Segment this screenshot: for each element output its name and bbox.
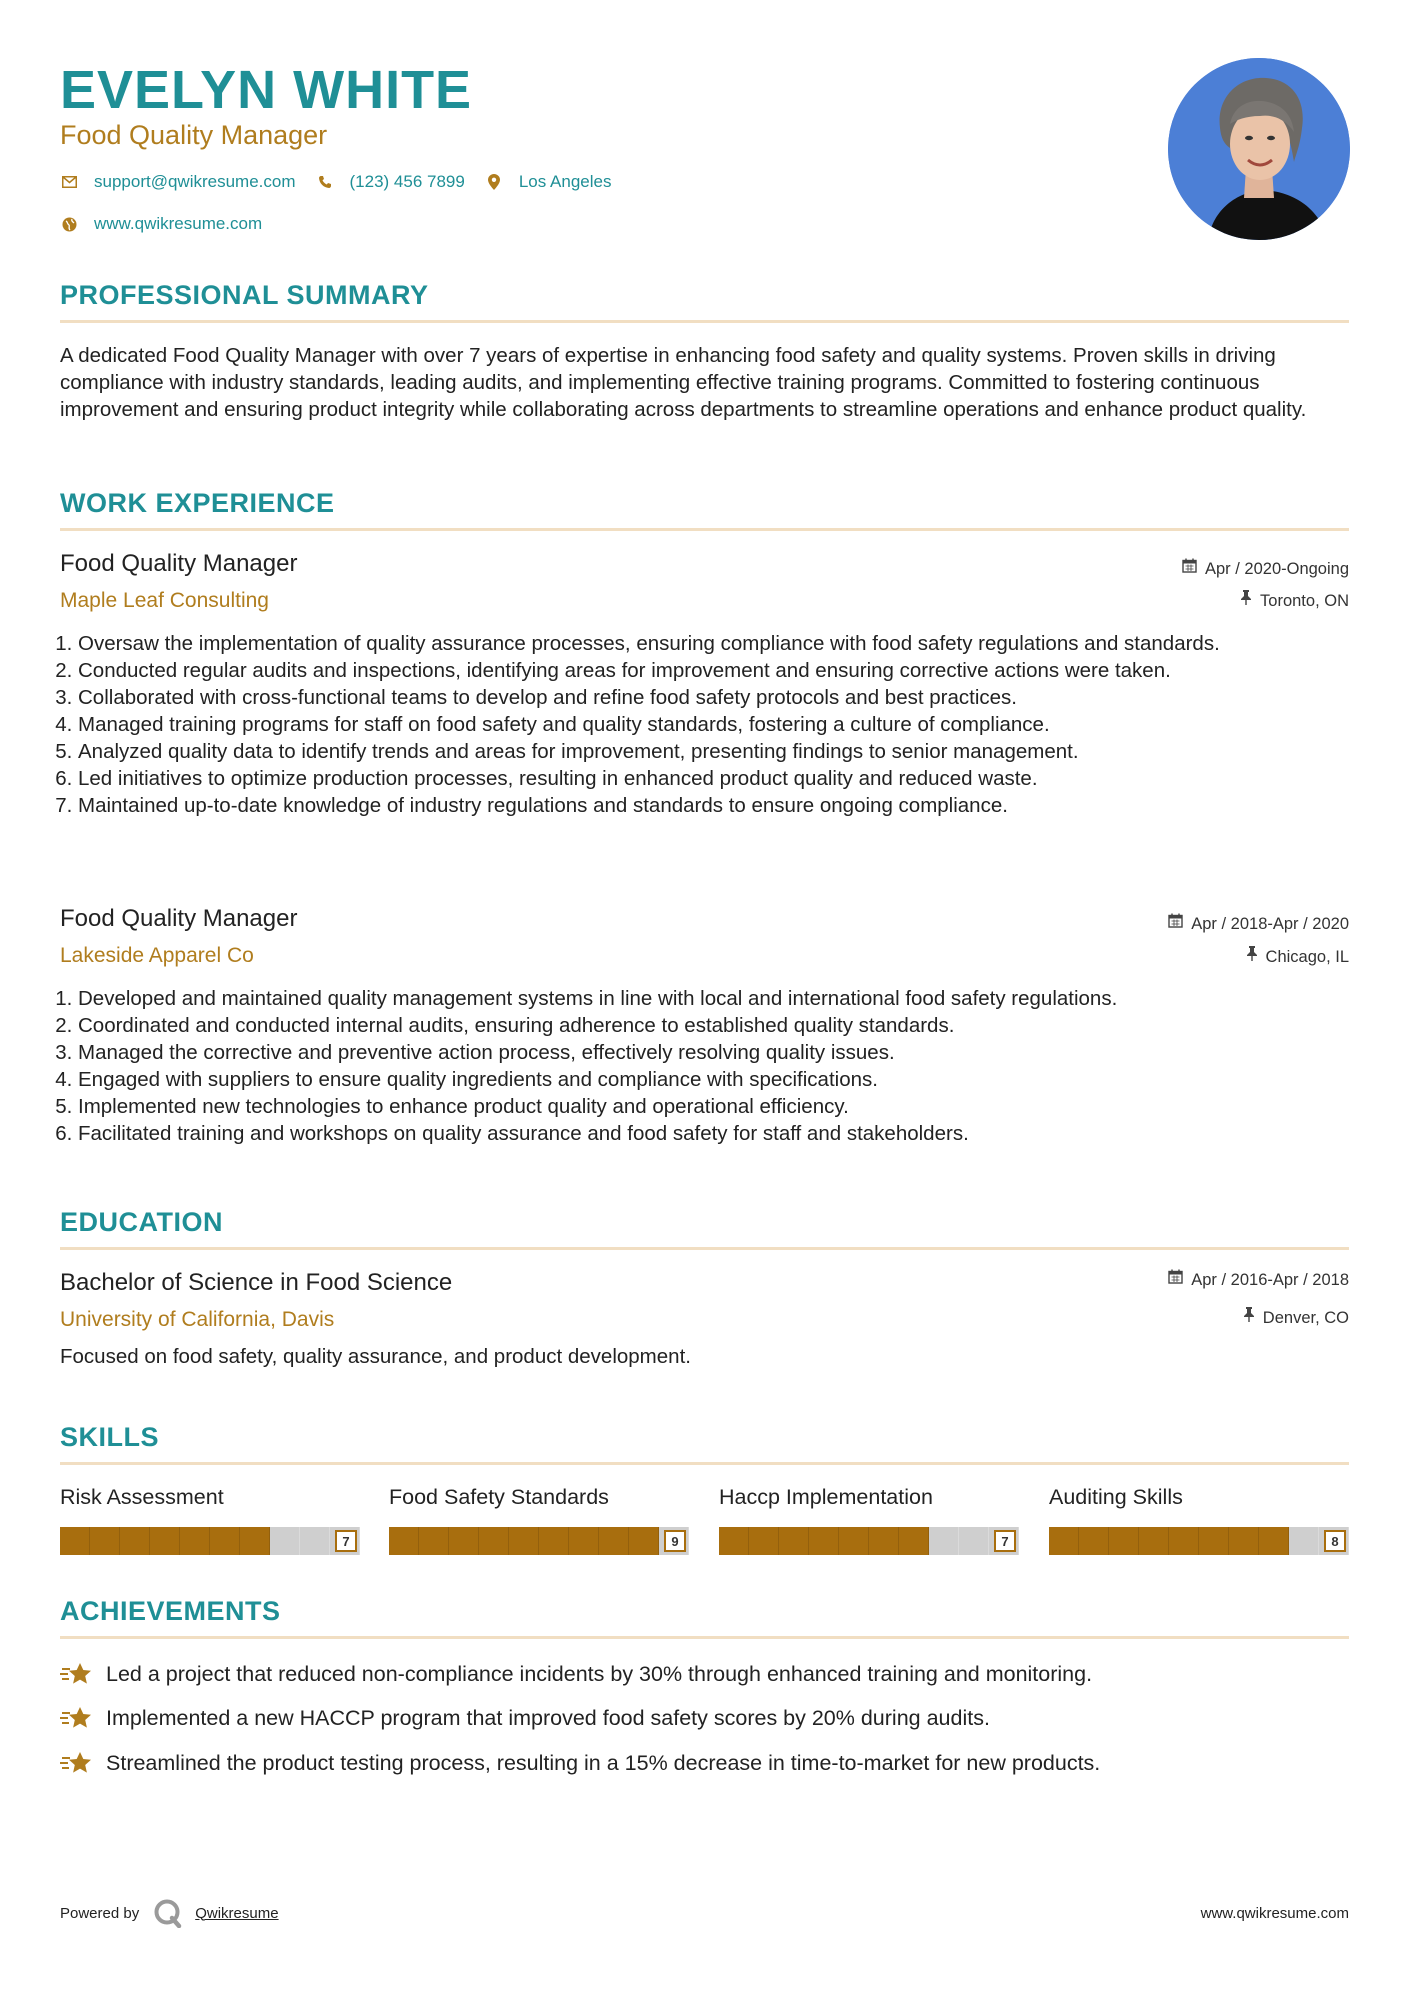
star-icon [60,1749,94,1777]
skill-name: Auditing Skills [1049,1485,1183,1509]
skill-name: Haccp Implementation [719,1485,933,1509]
profile-photo [1168,58,1350,240]
skill-segment-empty [959,1527,989,1555]
skill-segment-filled [1259,1527,1289,1555]
skill-segment-filled [569,1527,599,1555]
skill-segment-filled [1199,1527,1229,1555]
section-divider [60,528,1349,531]
website-link[interactable]: www.qwikresume.com [94,214,263,233]
job-location-text: Toronto, ON [1260,592,1349,610]
contact-line-1 [60,170,611,194]
globe-icon [60,215,78,233]
qwikresume-logo-icon [153,1898,183,1928]
job-location [1246,946,1349,968]
star-icon [60,1704,94,1732]
skill-segment-filled [539,1527,569,1555]
school-name: University of California, Davis [60,1308,335,1331]
skill-name: Risk Assessment [60,1485,224,1509]
list-item: 1. Oversaw the implementation of quality assurance processes, ensuring compliance with food safety regulations and standards. [78,630,1367,657]
skill-segment-filled [1109,1527,1139,1555]
skill-segment-filled [629,1527,659,1555]
achievement-text: Led a project that reduced non-compliance incidents by 30% through enhanced training and monitoring. [106,1662,1093,1686]
skill-score: 9 [664,1530,686,1552]
skill-segment-filled [1079,1527,1109,1555]
degree-title: Bachelor of Science in Food Science [60,1269,453,1296]
skill-level-bar [389,1527,689,1555]
skill-segment-filled [90,1527,120,1555]
list-item: 3. Managed the corrective and preventive action process, effectively resolving quality issues. [78,1039,1367,1066]
skill-level-bar [1049,1527,1349,1555]
calendar-icon [1168,913,1183,935]
achievement-text: Implemented a new HACCP program that improved food safety scores by 20% during audits. [106,1706,990,1730]
contact-info [60,170,611,236]
skill-segment-empty [1289,1527,1319,1555]
pushpin-icon [1246,946,1258,968]
education-dates [1168,1269,1349,1291]
achievement-item [60,1704,990,1732]
skill-score: 7 [994,1530,1016,1552]
skill-segment-filled [1169,1527,1199,1555]
list-item: 5. Implemented new technologies to enhance product quality and operational efficiency. [78,1093,1367,1120]
skill-segment-empty [929,1527,959,1555]
envelope-icon [60,173,78,191]
footer-website[interactable]: www.qwikresume.com [1200,1905,1349,1922]
skill-segment-filled [509,1527,539,1555]
skill-segment-filled [479,1527,509,1555]
list-item: 2. Coordinated and conducted internal audits, ensuring adherence to established quality standards. [78,1012,1367,1039]
experience-heading: WORK EXPERIENCE [60,488,335,518]
skill-segment-filled [449,1527,479,1555]
brand-link[interactable]: Qwikresume [195,1904,279,1922]
skill-segment-filled [60,1527,90,1555]
job-location-text: Chicago, IL [1265,948,1349,966]
skill-segment-filled [719,1527,749,1555]
job-bullet-list [60,630,1367,819]
skill-segment-empty [270,1527,300,1555]
job-dates-text: Apr / 2018-Apr / 2020 [1191,915,1349,933]
list-item: 4. Engaged with suppliers to ensure quality ingredients and compliance with specifications. [78,1066,1367,1093]
calendar-icon [1168,1269,1183,1291]
list-item: 5. Analyzed quality data to identify trends and areas for improvement, presenting findings to senior management. [78,738,1367,765]
education-location [1243,1307,1349,1329]
star-icon [60,1660,94,1688]
skill-segment-filled [779,1527,809,1555]
candidate-title: Food Quality Manager [60,120,328,150]
achievement-text: Streamlined the product testing process, resulting in a 15% decrease in time-to-market for new products. [106,1751,1101,1775]
education-location-text: Denver, CO [1262,1309,1349,1327]
skill-segment-filled [809,1527,839,1555]
skill-segment-filled [210,1527,240,1555]
list-item: 2. Conducted regular audits and inspections, identifying areas for improvement and ensuring corrective actions were taken. [78,657,1367,684]
section-divider [60,1247,1349,1250]
contact-line-2 [60,212,611,236]
skill-segment-filled [389,1527,419,1555]
skill-item [719,1483,1019,1549]
location-text: Los Angeles [518,172,612,191]
list-item: 6. Facilitated training and workshops on quality assurance and food safety for staff and stakeholders. [78,1120,1367,1147]
list-item: 7. Maintained up-to-date knowledge of industry regulations and standards to ensure ongoing compliance. [78,792,1367,819]
achievement-item [60,1749,1100,1777]
phone-icon [316,173,334,191]
skill-item [60,1483,360,1549]
skill-segment-filled [1049,1527,1079,1555]
email-link[interactable]: support@qwikresume.com [94,172,296,191]
education-dates-text: Apr / 2016-Apr / 2018 [1191,1271,1349,1289]
list-item: 6. Led initiatives to optimize production processes, resulting in enhanced product quality and reduced waste. [78,765,1367,792]
skill-score: 7 [335,1530,357,1552]
job-bullet-list [60,985,1367,1147]
skill-segment-filled [749,1527,779,1555]
skill-segment-filled [180,1527,210,1555]
skill-item [389,1483,689,1549]
skill-segment-filled [599,1527,629,1555]
education-description: Focused on food safety, quality assurance, and product development. [60,1345,691,1368]
skill-item [1049,1483,1349,1549]
achievement-item [60,1660,1092,1688]
job-dates-text: Apr / 2020-Ongoing [1204,560,1349,578]
candidate-name: EVELYN WHITE [60,60,473,120]
job-company: Lakeside Apparel Co [60,944,254,967]
resume-page [60,0,1349,1990]
powered-by-label: Powered by [60,1904,140,1922]
job-location [1240,590,1349,612]
summary-text: A dedicated Food Quality Manager with over 7 years of expertise in enhancing food safety and quality systems. Proven skills in driving compliance with industry standards, leading audits, and implementing effective training programs. Committed to fostering continuous improvement and ensuring product integrity while collaborating across departments to streamline operations and enhance product quality. [60,344,1307,421]
summary-heading: PROFESSIONAL SUMMARY [60,280,429,310]
calendar-icon [1182,558,1197,580]
skill-segment-filled [240,1527,270,1555]
job-role: Food Quality Manager [60,905,298,932]
skill-segment-filled [839,1527,869,1555]
pushpin-icon [1240,590,1252,612]
section-divider [60,320,1349,323]
list-item: 4. Managed training programs for staff on food safety and quality standards, fostering a culture of compliance. [78,711,1367,738]
pushpin-icon [1243,1307,1255,1329]
job-role: Food Quality Manager [60,550,298,577]
skill-segment-filled [120,1527,150,1555]
skill-level-bar [60,1527,360,1555]
skill-segment-filled [419,1527,449,1555]
map-marker-icon [485,173,503,191]
section-divider [60,1636,1349,1639]
job-dates [1182,558,1349,580]
skill-segment-filled [1139,1527,1169,1555]
skill-segment-filled [150,1527,180,1555]
job-company: Maple Leaf Consulting [60,589,269,612]
skill-segment-filled [899,1527,929,1555]
skill-segment-filled [1229,1527,1259,1555]
list-item: 1. Developed and maintained quality management systems in line with local and international food safety regulations. [78,985,1367,1012]
achievements-heading: ACHIEVEMENTS [60,1596,281,1626]
education-heading: EDUCATION [60,1207,223,1237]
footer-powered-by [60,1898,279,1928]
skill-score: 8 [1324,1530,1346,1552]
skill-level-bar [719,1527,1019,1555]
job-dates [1168,913,1349,935]
section-divider [60,1462,1349,1465]
list-item: 3. Collaborated with cross-functional teams to develop and refine food safety protocols and best practices. [78,684,1367,711]
skill-segment-empty [300,1527,330,1555]
phone-number[interactable]: (123) 456 7899 [349,172,465,191]
skill-name: Food Safety Standards [389,1485,609,1509]
skills-heading: SKILLS [60,1422,160,1452]
skill-segment-filled [869,1527,899,1555]
